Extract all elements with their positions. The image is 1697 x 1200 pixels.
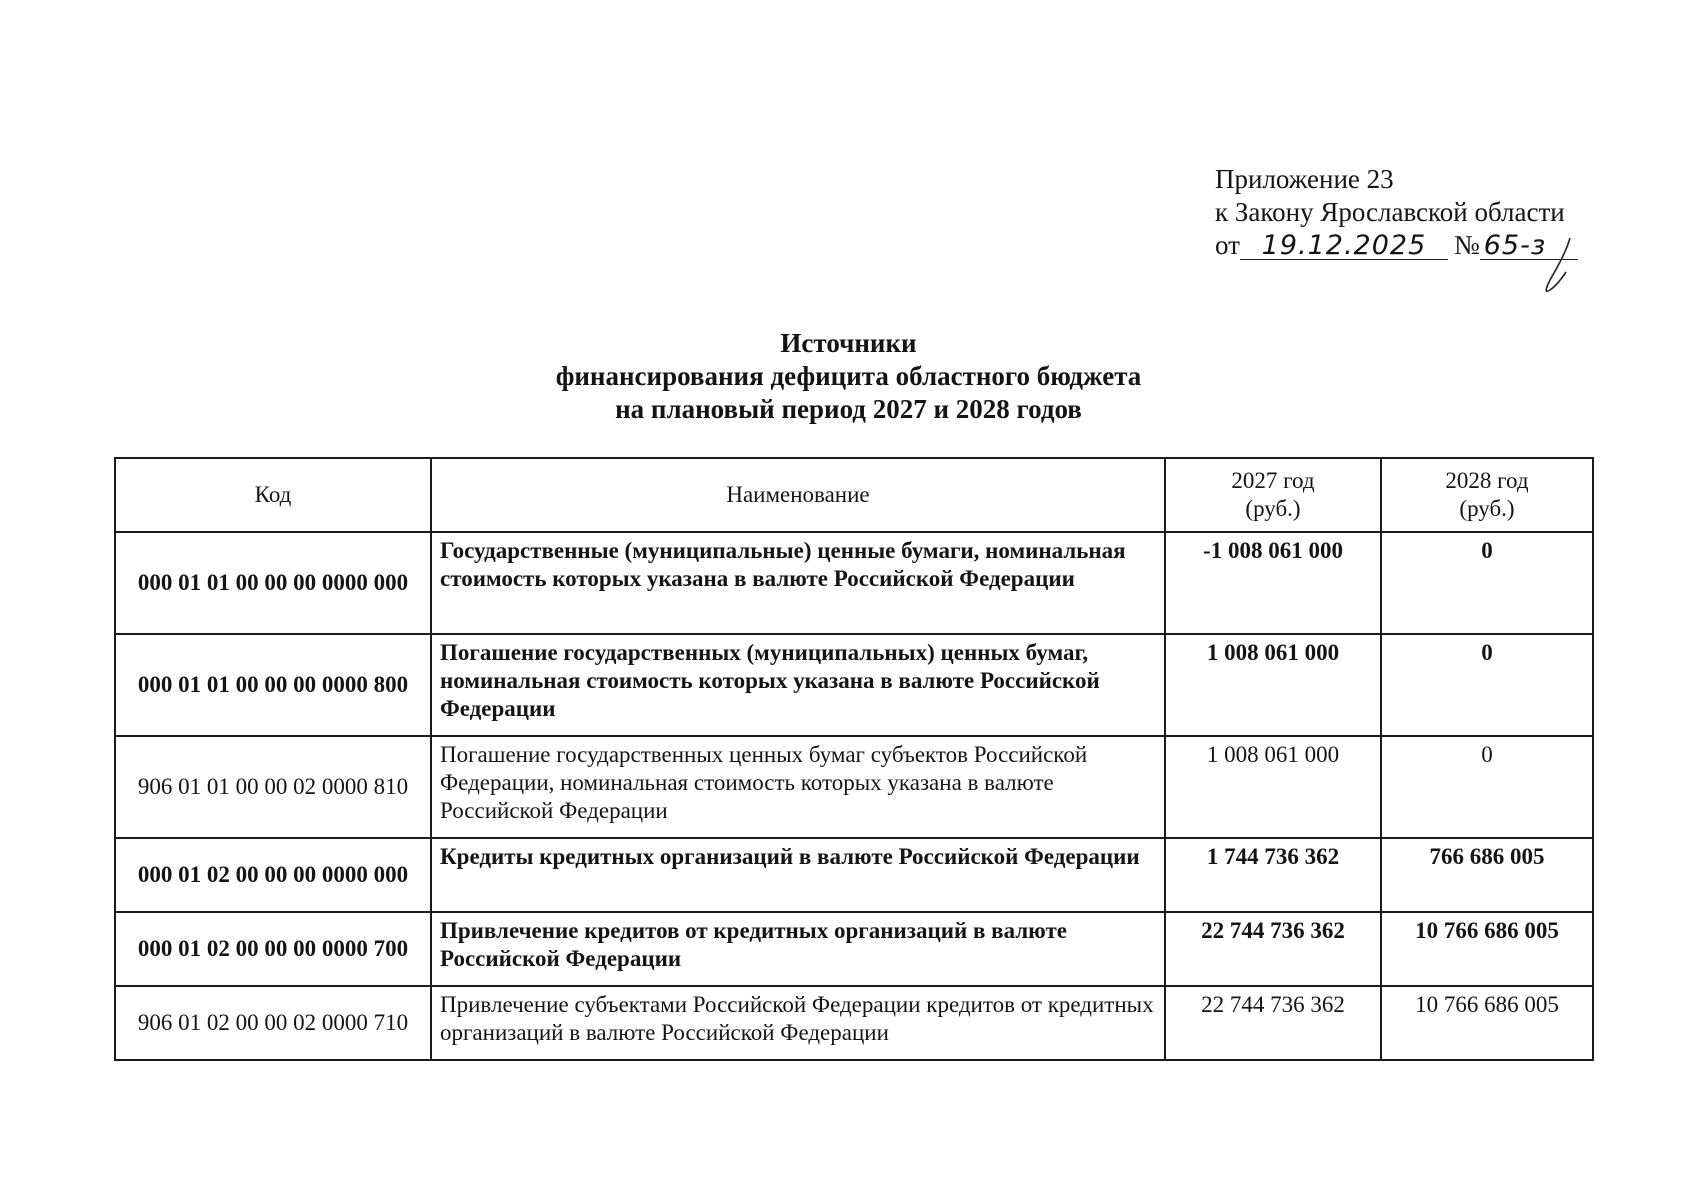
row-value-2028: 0 xyxy=(1381,634,1593,736)
row-value-2028: 0 xyxy=(1381,736,1593,838)
handwritten-stroke-icon xyxy=(1540,236,1580,296)
header-2027-unit: (руб.) xyxy=(1245,496,1301,521)
row-value-2027: 1 744 736 362 xyxy=(1165,838,1381,912)
row-value-2027: 1 008 061 000 xyxy=(1165,634,1381,736)
row-code: 000 01 01 00 00 00 0000 000 xyxy=(115,532,431,634)
title-line-1: Источники xyxy=(780,328,917,358)
header-2027-year: 2027 год xyxy=(1231,468,1315,493)
table-row xyxy=(115,986,1593,1060)
appendix-law-reference: к Закону Ярославской области xyxy=(1215,197,1565,227)
appendix-date-line xyxy=(1215,229,1578,262)
table-header-row xyxy=(115,458,1593,532)
row-value-2027: -1 008 061 000 xyxy=(1165,532,1381,634)
row-value-2028: 10 766 686 005 xyxy=(1381,912,1593,986)
row-name: Государственные (муниципальные) ценные бумаги, номинальная стоимость которых указана в валюте Российской Федерации xyxy=(431,532,1165,634)
header-2028-year: 2028 год xyxy=(1445,468,1529,493)
deficit-sources-table xyxy=(114,457,1594,1061)
row-value-2028: 766 686 005 xyxy=(1381,838,1593,912)
table-row xyxy=(115,634,1593,736)
header-name: Наименование xyxy=(431,458,1165,532)
appendix-block xyxy=(1215,163,1578,262)
header-2027 xyxy=(1165,458,1381,532)
row-value-2028: 0 xyxy=(1381,532,1593,634)
title-line-3: на плановый период 2027 и 2028 годов xyxy=(615,394,1082,424)
table-row xyxy=(115,532,1593,634)
row-value-2028: 10 766 686 005 xyxy=(1381,986,1593,1060)
row-code: 000 01 02 00 00 00 0000 700 xyxy=(115,912,431,986)
header-code: Код xyxy=(115,458,431,532)
row-code: 000 01 02 00 00 00 0000 000 xyxy=(115,838,431,912)
row-code: 906 01 02 00 00 02 0000 710 xyxy=(115,986,431,1060)
table-row xyxy=(115,838,1593,912)
row-name: Погашение государственных ценных бумаг субъектов Российской Федерации, номинальная стоимость которых указана в валюте Российской Федерации xyxy=(431,736,1165,838)
row-name: Кредиты кредитных организаций в валюте Российской Федерации xyxy=(431,838,1165,912)
document-title xyxy=(0,327,1697,426)
table-row xyxy=(115,912,1593,986)
row-name: Погашение государственных (муниципальных) ценных бумаг, номинальная стоимость которых указана в валюте Российской Федерации xyxy=(431,634,1165,736)
row-value-2027: 22 744 736 362 xyxy=(1165,912,1381,986)
appendix-number: Приложение 23 xyxy=(1215,164,1394,194)
header-2028-unit: (руб.) xyxy=(1459,496,1515,521)
row-code: 906 01 01 00 00 02 0000 810 xyxy=(115,736,431,838)
row-name: Привлечение кредитов от кредитных организаций в валюте Российской Федерации xyxy=(431,912,1165,986)
header-2028 xyxy=(1381,458,1593,532)
row-name: Привлечение субъектами Российской Федерации кредитов от кредитных организаций в валюте Российской Федерации xyxy=(431,986,1165,1060)
row-code: 000 01 01 00 00 00 0000 800 xyxy=(115,634,431,736)
number-label: № xyxy=(1453,230,1480,260)
title-line-2: финансирования дефицита областного бюджета xyxy=(555,361,1142,391)
handwritten-number: 65-з xyxy=(1480,233,1578,260)
table-row xyxy=(115,736,1593,838)
row-value-2027: 1 008 061 000 xyxy=(1165,736,1381,838)
date-prefix: от xyxy=(1215,230,1240,260)
row-value-2027: 22 744 736 362 xyxy=(1165,986,1381,1060)
handwritten-date: 19.12.2025 xyxy=(1240,233,1448,260)
